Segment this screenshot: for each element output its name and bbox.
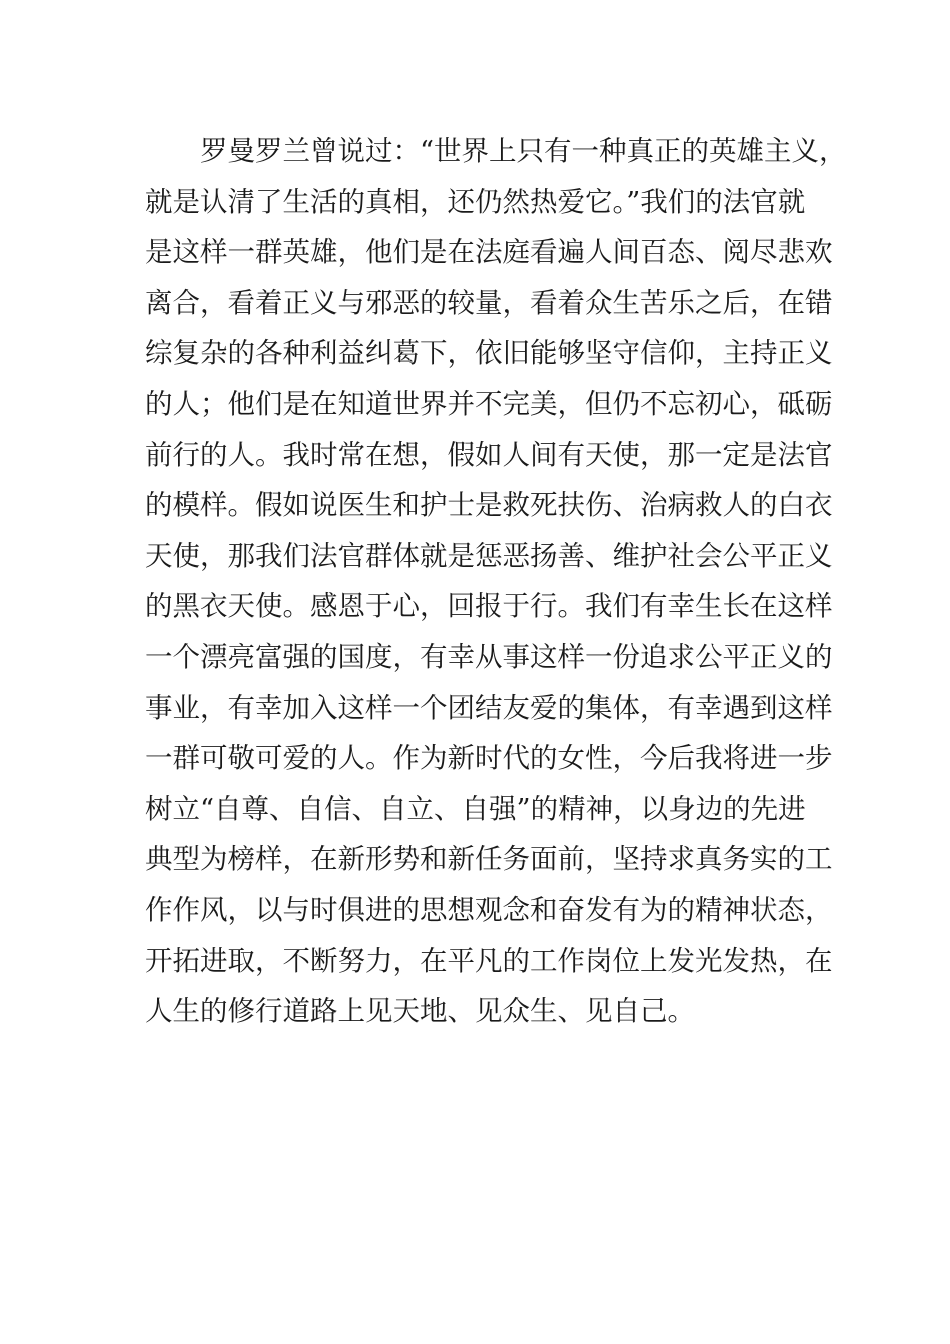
text-line: 事业，有幸加入这样一个团结友爱的集体，有幸遇到这样 bbox=[145, 691, 833, 724]
text-line: 典型为榜样，在新形势和新任务面前，坚持求真务实的工 bbox=[145, 843, 833, 876]
text-line: 一个漂亮富强的国度，有幸从事这样一份追求公平正义的 bbox=[145, 640, 833, 673]
text-line: 一群可敬可爱的人。作为新时代的女性，今后我将进一步 bbox=[145, 742, 833, 775]
text-line: 就是认清了生活的真相，还仍然热爱它。”我们的法官就 bbox=[145, 185, 806, 218]
text-line: 综复杂的各种利益纠葛下，依旧能够坚守信仰，主持正义 bbox=[145, 337, 833, 370]
text-line: 树立“自尊、自信、自立、自强”的精神，以身边的先进 bbox=[145, 792, 806, 825]
text-line: 天使，那我们法官群体就是惩恶扬善、维护社会公平正义 bbox=[145, 539, 833, 572]
text-line: 罗曼罗兰曾说过：“世界上只有一种真正的英雄主义， bbox=[200, 135, 847, 167]
text-line: 人生的修行道路上见天地、见众生、见自己。 bbox=[145, 995, 695, 1028]
text-line: 离合，看着正义与邪恶的较量，看着众生苦乐之后，在错 bbox=[145, 286, 833, 319]
text-line: 的黑衣天使。感恩于心，回报于行。我们有幸生长在这样 bbox=[145, 590, 833, 623]
text-line: 是这样一群英雄，他们是在法庭看遍人间百态、阅尽悲欢 bbox=[145, 236, 833, 269]
text-line: 开拓进取，不断努力，在平凡的工作岗位上发光发热，在 bbox=[145, 944, 833, 977]
body-paragraph bbox=[145, 126, 847, 1037]
text-line: 前行的人。我时常在想，假如人间有天使，那一定是法官 bbox=[145, 438, 833, 471]
text-line: 的模样。假如说医生和护士是救死扶伤、治病救人的白衣 bbox=[145, 489, 833, 522]
text-line: 的人；他们是在知道世界并不完美，但仍不忘初心，砥砺 bbox=[145, 387, 833, 420]
text-line: 作作风，以与时俱进的思想观念和奋发有为的精神状态， bbox=[145, 893, 833, 926]
